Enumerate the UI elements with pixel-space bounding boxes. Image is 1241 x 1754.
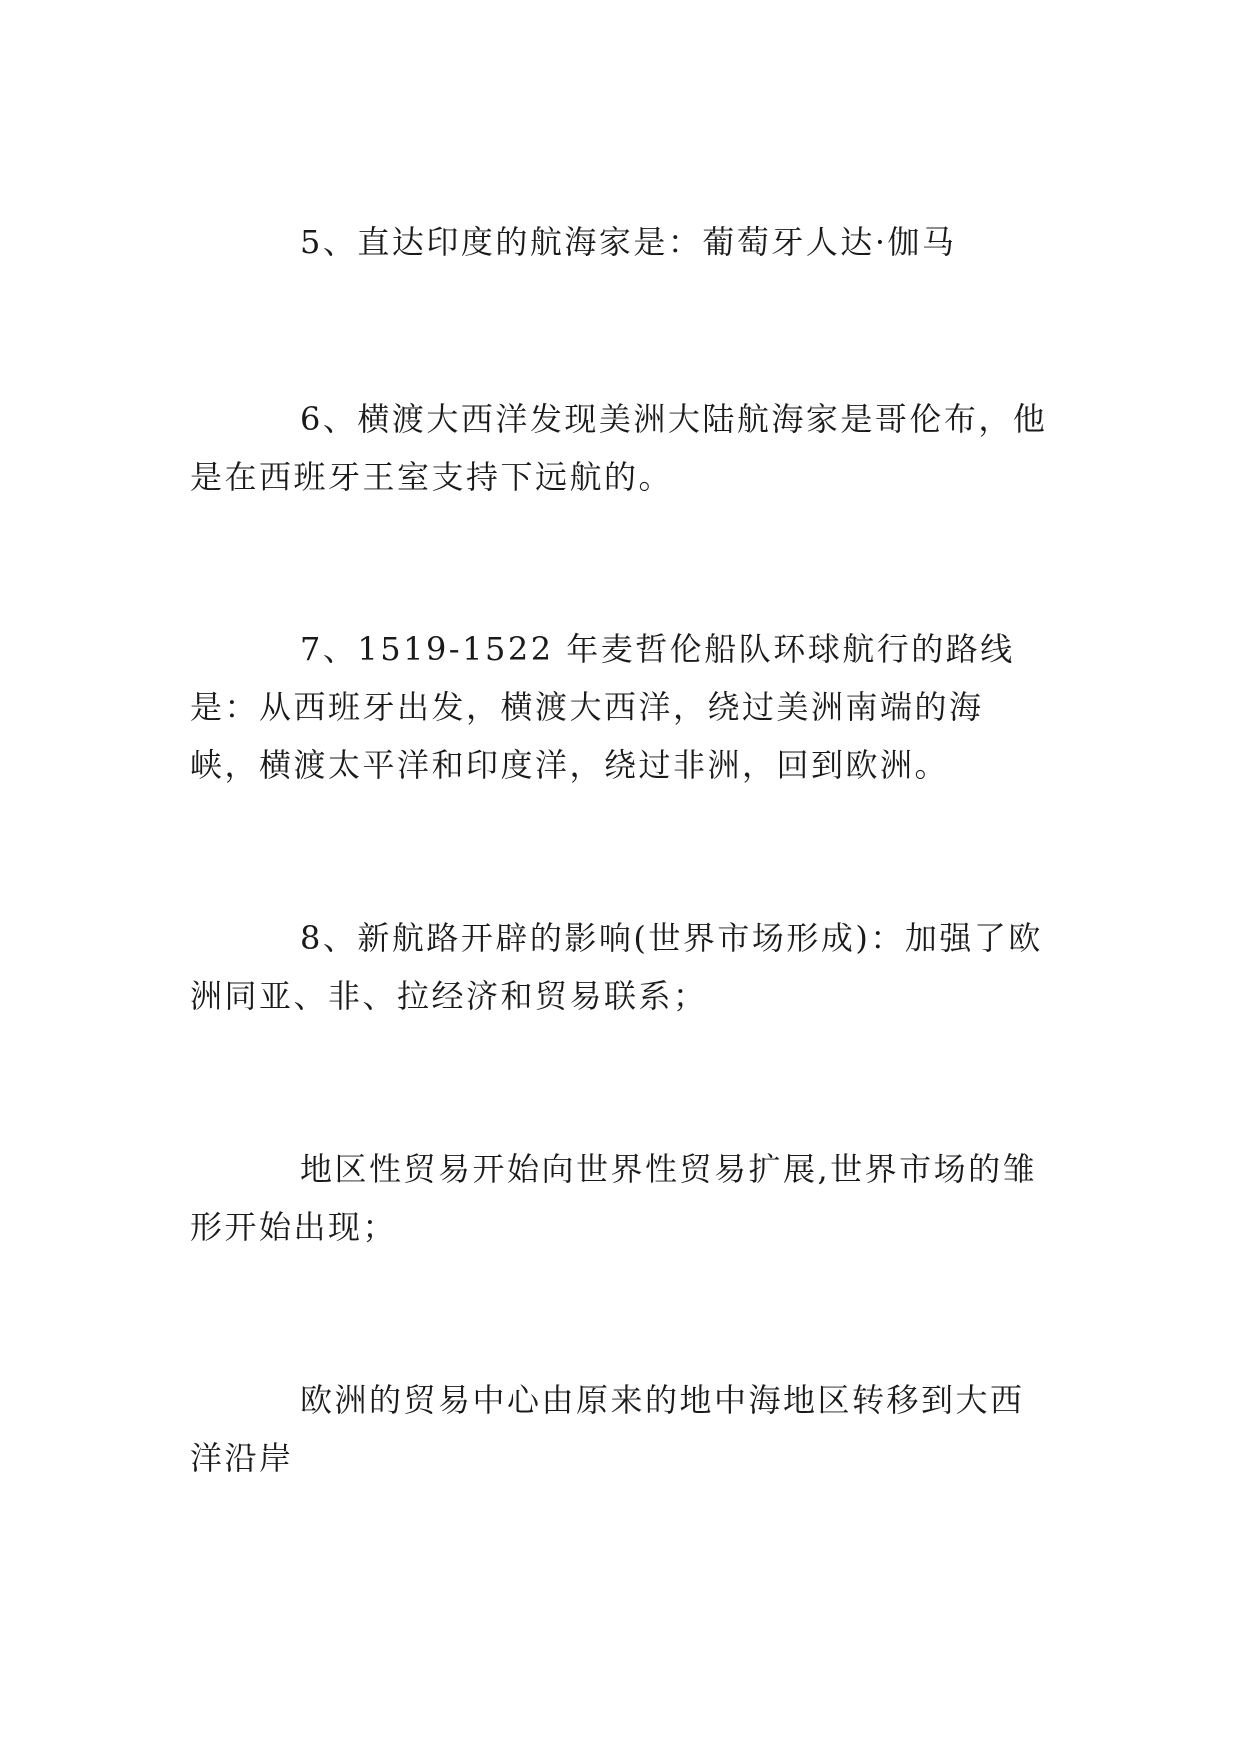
paragraph-columbus: 6、横渡大西洋发现美洲大陆航海家是哥伦布，他是在西班牙王室支持下远航的。 — [190, 400, 1048, 496]
paragraph-world-trade: 地区性贸易开始向世界性贸易扩展,世界市场的雏形开始出现； — [190, 1150, 1038, 1246]
paragraph-new-routes-impact: 8、新航路开辟的影响(世界市场形成)：加强了欧洲同亚、非、拉经济和贸易联系； — [190, 919, 1043, 1015]
paragraph-trade-center-shift: 欧洲的贸易中心由原来的地中海地区转移到大西洋沿岸 — [190, 1381, 1025, 1477]
paragraph-vasco-da-gama: 5、直达印度的航海家是：葡萄牙人达·伽马 — [300, 223, 957, 261]
paragraph-magellan-route: 7、1519-1522 年麦哲伦船队环球航行的路线是：从西班牙出发，横渡大西洋，绕过美洲南端的海峡，横渡太平洋和印度洋，绕过非洲，回到欧洲。 — [190, 630, 1015, 784]
